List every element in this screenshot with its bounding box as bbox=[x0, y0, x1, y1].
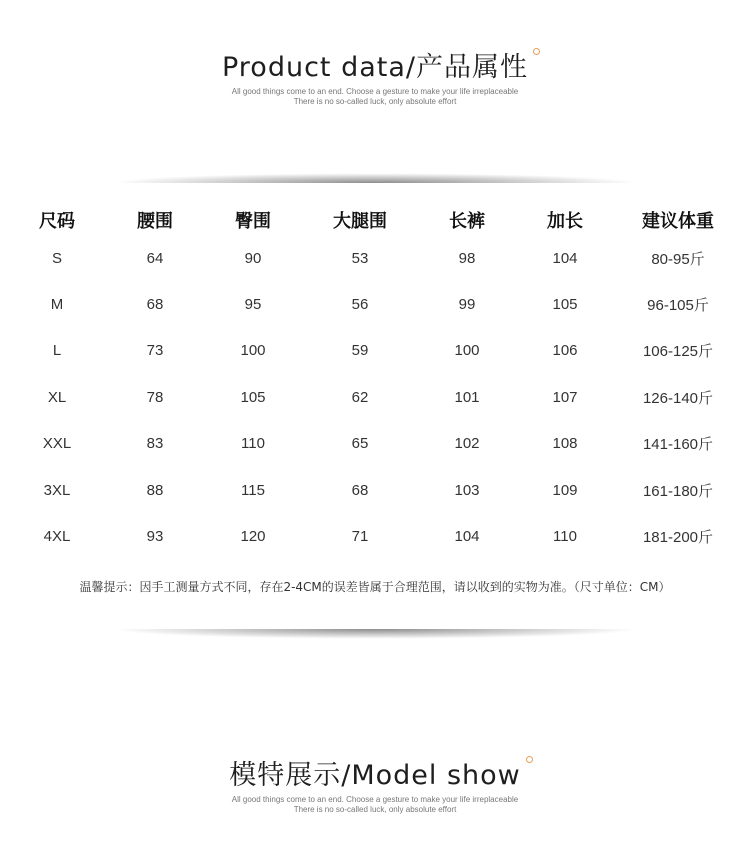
table-cell: 64 bbox=[146, 249, 164, 267]
model-show-heading bbox=[0, 760, 750, 815]
table-cell: 71 bbox=[351, 528, 369, 546]
table-cell: 161-180斤 bbox=[642, 482, 714, 500]
table-cell: L bbox=[52, 342, 62, 360]
table-cell: 65 bbox=[351, 435, 369, 453]
header-hip: 臀围 bbox=[235, 211, 271, 232]
header-pants-length: 长裤 bbox=[449, 211, 485, 232]
table-row bbox=[8, 235, 742, 281]
table-row bbox=[8, 467, 742, 513]
table-cell: 93 bbox=[146, 528, 164, 546]
product-data-title bbox=[222, 52, 528, 84]
table-cell: 78 bbox=[146, 388, 164, 406]
table-cell: 96-105斤 bbox=[647, 297, 709, 315]
model-show-subtitle-2: There is no so-called luck, only absolute effort bbox=[293, 805, 457, 814]
table-cell: 98 bbox=[458, 249, 476, 267]
table-cell: 109 bbox=[552, 481, 578, 499]
table-cell: 88 bbox=[146, 481, 164, 499]
product-data-subtitle-1: All good things come to an end. Choose a gesture to make your life irreplaceable bbox=[231, 87, 519, 96]
product-data-title-text: Product data/产品属性 bbox=[221, 52, 528, 83]
table-cell: 120 bbox=[240, 528, 266, 546]
table-cell: 99 bbox=[458, 296, 476, 314]
panel-shadow-top bbox=[0, 169, 750, 183]
table-cell: 4XL bbox=[43, 528, 71, 546]
table-cell: 68 bbox=[146, 296, 164, 314]
table-cell: 59 bbox=[351, 342, 369, 360]
size-table bbox=[8, 205, 742, 560]
panel-shadow-bottom bbox=[0, 629, 750, 643]
table-cell: 110 bbox=[241, 435, 265, 453]
product-data-subtitle-2: There is no so-called luck, only absolute effort bbox=[293, 97, 457, 106]
table-cell: XXL bbox=[42, 435, 72, 453]
model-show-subtitle-1: All good things come to an end. Choose a gesture to make your life irreplaceable bbox=[231, 795, 519, 804]
table-cell: 104 bbox=[454, 528, 480, 546]
table-cell: 181-200斤 bbox=[642, 529, 714, 547]
table-cell: 105 bbox=[240, 388, 266, 406]
table-row bbox=[8, 421, 742, 467]
table-cell: 95 bbox=[244, 296, 262, 314]
table-cell: 62 bbox=[351, 388, 369, 406]
model-show-title bbox=[229, 760, 521, 792]
table-cell: 141-160斤 bbox=[642, 436, 714, 454]
table-row bbox=[8, 281, 742, 327]
table-cell: M bbox=[50, 296, 64, 314]
table-cell: 100 bbox=[240, 342, 266, 360]
table-cell: 106-125斤 bbox=[642, 343, 714, 361]
table-cell: 110 bbox=[553, 528, 577, 546]
header-suggested-weight: 建议体重 bbox=[642, 211, 714, 232]
table-cell: 103 bbox=[454, 481, 480, 499]
model-show-title-text: 模特展示/Model show bbox=[229, 760, 521, 791]
table-cell: 104 bbox=[552, 249, 578, 267]
table-cell: 105 bbox=[552, 296, 578, 314]
table-row bbox=[8, 513, 742, 559]
table-cell: 80-95斤 bbox=[651, 250, 705, 268]
table-cell: 3XL bbox=[43, 481, 71, 499]
header-size: 尺码 bbox=[39, 211, 75, 232]
table-cell: 106 bbox=[552, 342, 578, 360]
table-cell: XL bbox=[47, 388, 67, 406]
table-header-row bbox=[8, 205, 742, 235]
table-cell: 115 bbox=[241, 481, 265, 499]
size-table-panel bbox=[0, 183, 750, 629]
table-cell: 90 bbox=[244, 249, 262, 267]
table-cell: 100 bbox=[454, 342, 480, 360]
product-data-heading bbox=[0, 52, 750, 107]
table-cell: 73 bbox=[146, 342, 164, 360]
table-cell: 108 bbox=[552, 435, 578, 453]
header-thigh: 大腿围 bbox=[333, 211, 387, 232]
table-cell: 107 bbox=[552, 388, 578, 406]
table-cell: S bbox=[51, 249, 62, 267]
table-row bbox=[8, 374, 742, 420]
table-cell: 56 bbox=[351, 296, 369, 314]
circle-dot-icon bbox=[526, 756, 533, 763]
header-waist: 腰围 bbox=[137, 211, 173, 232]
table-cell: 53 bbox=[351, 249, 369, 267]
table-cell: 126-140斤 bbox=[642, 389, 714, 407]
circle-dot-icon bbox=[533, 48, 540, 55]
table-cell: 83 bbox=[146, 435, 164, 453]
header-extra-length: 加长 bbox=[547, 211, 583, 232]
table-cell: 68 bbox=[351, 481, 369, 499]
table-cell: 101 bbox=[454, 388, 480, 406]
measurement-note: 温馨提示：因手工测量方式不同，存在2-4CM的误差皆属于合理范围，请以收到的实物为准。（尺寸单位：CM） bbox=[79, 580, 671, 594]
table-cell: 102 bbox=[454, 435, 480, 453]
table-row bbox=[8, 328, 742, 374]
